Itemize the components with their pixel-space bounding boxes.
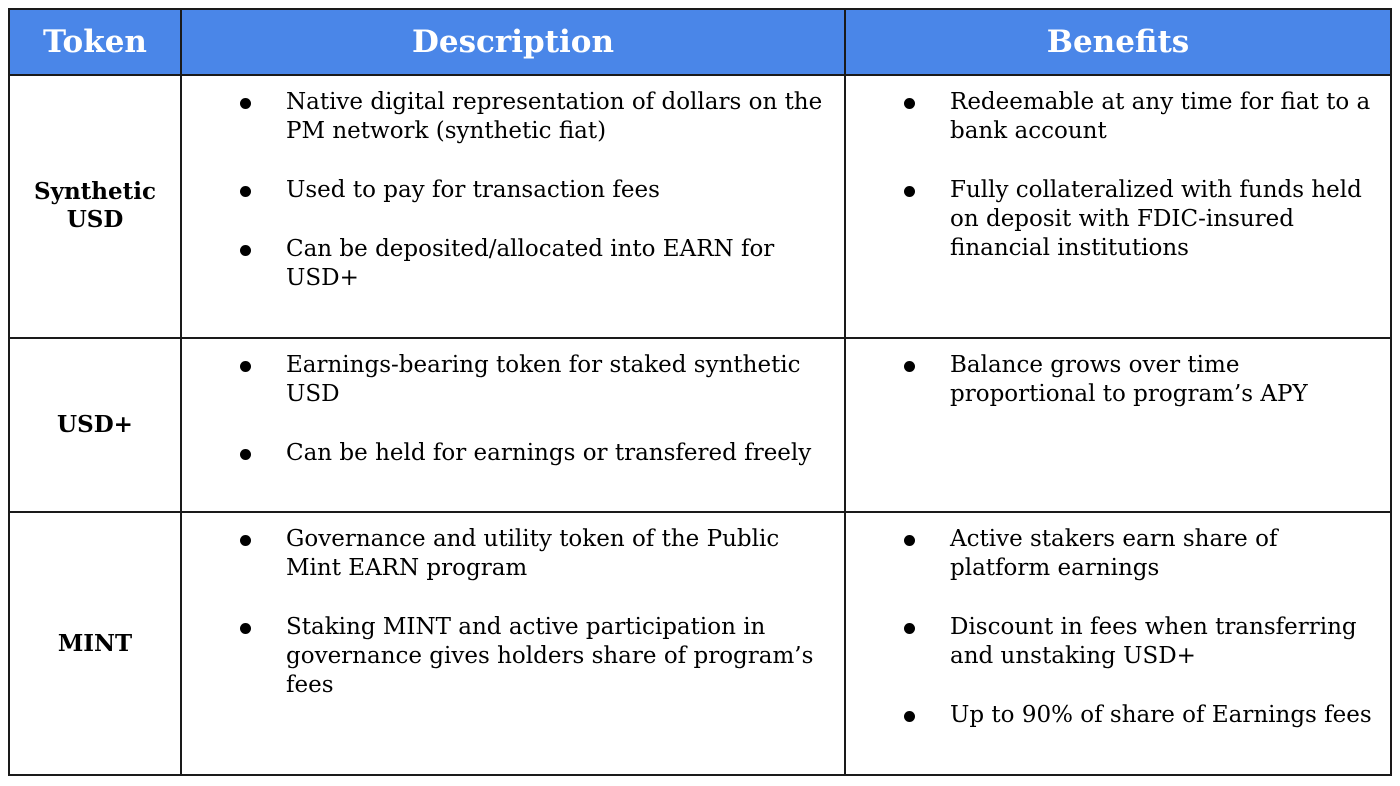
- list-item-text: Fully collateralized with funds held on deposit with FDIC-insured financial institutions: [950, 177, 1362, 261]
- list-item: [182, 235, 834, 293]
- list-item: [846, 88, 1380, 146]
- token-label: MINT: [57, 629, 133, 657]
- list-item: [182, 351, 834, 409]
- description-cell: [181, 338, 845, 512]
- bullet-icon: [904, 623, 915, 634]
- list-item-text: Used to pay for transaction fees: [286, 177, 660, 203]
- list-item: [846, 525, 1380, 583]
- bullet-icon: [904, 711, 915, 722]
- list-item-text: Staking MINT and active participation in governance gives holders share of program’s fees: [286, 614, 814, 699]
- benefits-cell: [845, 512, 1391, 775]
- bullet-icon: [240, 535, 251, 546]
- token-comparison-table: [8, 8, 1392, 776]
- header-token: Token: [9, 9, 181, 75]
- bullet-icon: [904, 535, 915, 546]
- header-benefits: Benefits: [845, 9, 1391, 75]
- list-item-text: Redeemable at any time for fiat to a bank account: [950, 89, 1371, 144]
- bullet-icon: [240, 186, 251, 197]
- list-item: [846, 176, 1380, 263]
- list-item-text: Discount in fees when transferring and unstaking USD+: [950, 614, 1357, 670]
- list-item: [846, 613, 1380, 671]
- list-item: [182, 613, 834, 700]
- list-item: [846, 701, 1380, 730]
- benefits-list: [846, 513, 1390, 730]
- bullet-icon: [904, 361, 915, 372]
- bullet-icon: [240, 361, 251, 372]
- token-name-mint: [9, 512, 181, 775]
- list-item: [182, 176, 834, 205]
- token-label: USD+: [57, 410, 133, 438]
- benefits-cell: [845, 75, 1391, 338]
- token-name-synthetic-usd: [9, 75, 181, 338]
- list-item-text: Can be held for earnings or transfered freely: [286, 439, 812, 466]
- list-item: [182, 525, 834, 583]
- bullet-icon: [240, 623, 251, 634]
- description-list: [182, 513, 844, 700]
- benefits-list: [846, 76, 1390, 263]
- list-item-text: Active stakers earn share of platform earnings: [950, 526, 1278, 582]
- description-cell: [181, 512, 845, 775]
- benefits-cell: [845, 338, 1391, 512]
- list-item: [182, 439, 834, 468]
- table-row-synthetic-usd: [9, 75, 1391, 338]
- list-item-text: Native digital representation of dollars on the PM network (synthetic fiat): [286, 89, 823, 144]
- list-item: [182, 88, 834, 146]
- list-item: [846, 351, 1380, 409]
- bullet-icon: [904, 186, 915, 197]
- bullet-icon: [240, 449, 251, 460]
- description-list: [182, 76, 844, 293]
- description-list: [182, 339, 844, 468]
- list-item-text: Up to 90% of share of Earnings fees: [950, 702, 1372, 729]
- header-description: Description: [181, 9, 845, 75]
- list-item-text: Earnings-bearing token for staked synthetic USD: [286, 351, 801, 407]
- table-row-usd-plus: [9, 338, 1391, 512]
- list-item-text: Balance grows over time proportional to program’s APY: [950, 351, 1308, 407]
- benefits-list: [846, 339, 1390, 409]
- token-comparison-table-wrapper: [8, 8, 1390, 776]
- token-label: Synthetic USD: [33, 178, 157, 234]
- list-item-text: Governance and utility token of the Public Mint EARN program: [286, 526, 780, 582]
- description-cell: [181, 75, 845, 338]
- bullet-icon: [240, 98, 251, 109]
- header-row: [9, 9, 1391, 75]
- token-name-usd-plus: [9, 338, 181, 512]
- bullet-icon: [904, 98, 915, 109]
- table-row-mint: [9, 512, 1391, 775]
- bullet-icon: [240, 245, 251, 256]
- list-item-text: Can be deposited/allocated into EARN for USD+: [286, 236, 775, 291]
